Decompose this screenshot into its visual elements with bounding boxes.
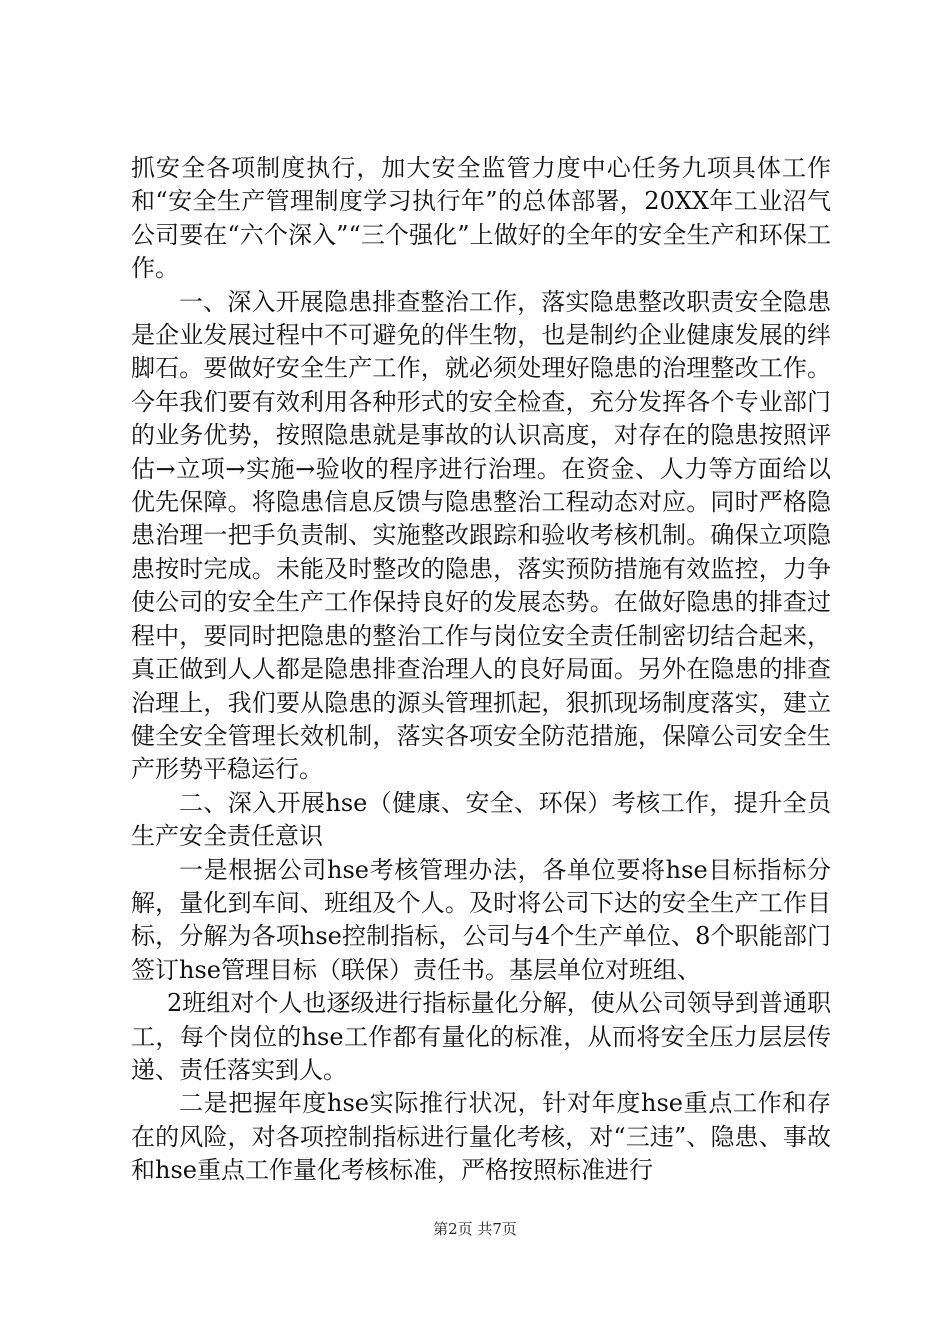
- paragraph-item-two: 二是把握年度hse实际推行状况，针对年度hse重点工作和存在的风险，对各项控制指标进行量化考核，对“三违”、隐患、事故和hse重点工作量化考核标准，严格按照标准进行: [131, 1089, 831, 1185]
- page-number-footer: 第2页 共7页: [433, 1220, 517, 1238]
- document-body: [131, 152, 831, 1188]
- paragraph-continuation: 2班组对个人也逐级进行指标量化分解，使从公司领导到普通职工，每个岗位的hse工作都有量化的标准，从而将安全压力层层传递、责任落实到人。: [131, 989, 831, 1084]
- paragraph-item-one: 一是根据公司hse考核管理办法，各单位要将hse目标指标分解，量化到车间、班组及个人。及时将公司下达的安全生产工作目标，分解为各项hse控制指标，公司与4个生产单位、8个职能部门签订hse管理目标（联保）责任书。基层单位对班组、: [131, 855, 831, 984]
- paragraph-intro: 抓安全各项制度执行，加大安全监管力度中心任务九项具体工作和“安全生产管理制度学习执行年”的总体部署，20XX年工业沼气公司要在“六个深入”“三个强化”上做好的全年的安全生产和环保工作。: [131, 154, 831, 283]
- paragraph-section-two-heading: 二、深入开展hse（健康、安全、环保）考核工作，提升全员生产安全责任意识: [131, 788, 831, 851]
- paragraph-section-one: 一、深入开展隐患排查整治工作，落实隐患整改职责安全隐患是企业发展过程中不可避免的伴生物，也是制约企业健康发展的绊脚石。要做好安全生产工作，就必须处理好隐患的治理整改工作。今年我们要有效利用各种形式的安全检查，充分发挥各个专业部门的业务优势，按照隐患就是事故的认识高度，对存在的隐患按照评估→立项→实施→验收的程序进行治理。在资金、人力等方面给以优先保障。将隐患信息反馈与隐患整治工程动态对应。同时严格隐患治理一把手负责制、实施整改跟踪和验收考核机制。确保立项隐患按时完成。未能及时整改的隐患，落实预防措施有效监控，力争使公司的安全生产工作保持良好的发展态势。在做好隐患的排查过程中，要同时把隐患的整治工作与岗位安全责任制密切结合起来，真正做到人人都是隐患排查治理人的良好局面。另外在隐患的排查治理上，我们要从隐患的源头管理抓起，狠抓现场制度落实，建立健全安全管理长效机制，落实各项安全防范措施，保障公司安全生产形势平稳运行。: [131, 287, 831, 784]
